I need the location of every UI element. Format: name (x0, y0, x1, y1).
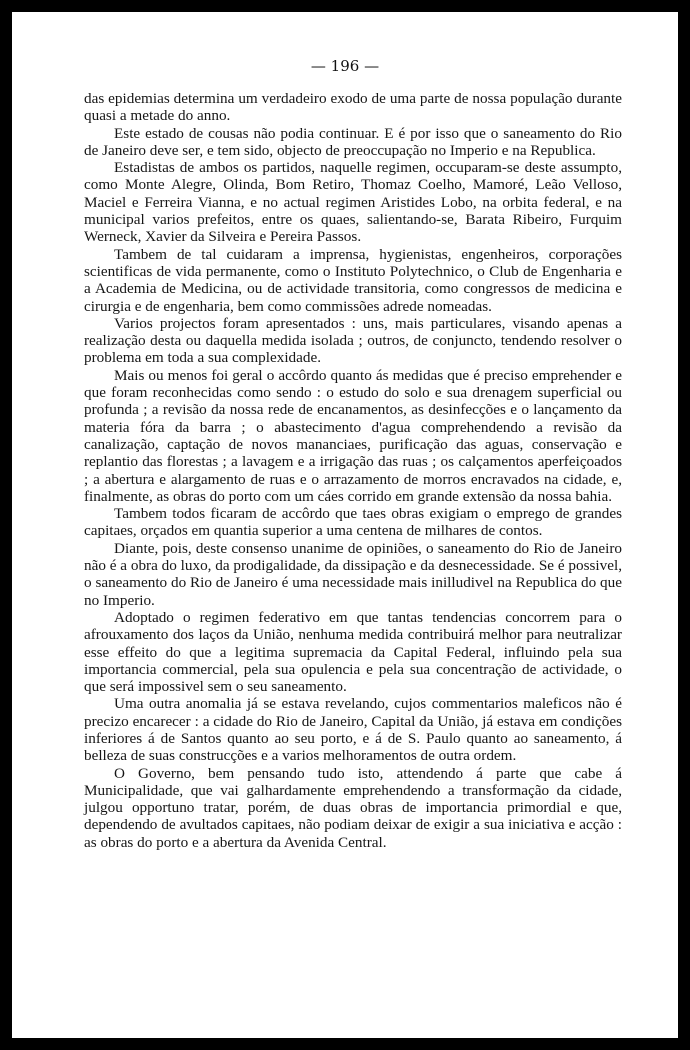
paragraph: Varios projectos foram apresentados : uns, mais particulares, visando apenas a realização desta ou daquella medida isolada ; outros, de conjuncto, tendendo resolver o problema em toda a sua complexidade. (84, 314, 622, 367)
paragraph: Tambem de tal cuidaram a imprensa, hygienistas, engenheiros, corporações scientificas de vida permanente, como o Instituto Polytechnico, o Club de Engenharia e a Academia de Medicina, ou de actividade transitoria, como congressos de medicina e cirurgia e de engenharia, bem como commissões adrede nomeadas. (84, 245, 622, 315)
paragraph: das epidemias determina um verdadeiro exodo de uma parte de nossa população durante quasi a metade do anno. (84, 90, 622, 125)
paragraph: O Governo, bem pensando tudo isto, attendendo á parte que cabe á Municipalidade, que vai galhardamente emprehendendo a transformação da cidade, julgou opportuno tratar, porém, de duas obras de importancia primordial e que, dependendo de avultados capitaes, não podiam deixar de exigir a sua iniciativa e acção : as obras do porto e a abertura da Avenida Central. (84, 764, 622, 851)
body-text (84, 90, 622, 851)
paragraph: Este estado de cousas não podia continuar. E é por isso que o saneamento do Rio de Janeiro deve ser, e tem sido, objecto de preoccupação no Imperio e na Republica. (84, 124, 622, 159)
paragraph: Adoptado o regimen federativo em que tantas tendencias concorrem para o afrouxamento dos laços da União, nenhuma medida contribuirá melhor para neutralizar esse effeito do que a legitima supremacia da Capital Federal, influindo pela sua importancia commercial, pela sua opulencia e pela sua concentração de actividade, o que será impossivel sem o seu saneamento. (84, 608, 622, 696)
document-page (12, 12, 678, 1038)
paragraph: Estadistas de ambos os partidos, naquelle regimen, occuparam-se deste assumpto, como Monte Alegre, Olinda, Bom Retiro, Thomaz Coelho, Mamoré, Leão Velloso, Maciel e Ferreira Vianna, e no actual regimen Aristides Lobo, na orbita federal, e na municipal varios prefeitos, entre os quaes, salientando-se, Barata Ribeiro, Furquim Werneck, Xavier da Silveira e Pereira Passos. (84, 159, 622, 246)
paragraph: Tambem todos ficaram de accôrdo que taes obras exigiam o emprego de grandes capitaes, orçados em quantia superior a uma centena de milhares de contos. (84, 505, 622, 540)
paragraph: Uma outra anomalia já se estava revelando, cujos commentarios maleficos não é precizo encarecer : a cidade do Rio de Janeiro, Capital da União, já estava em condições inferiores á de Santos quanto ao seu porto, e á de S. Paulo quanto ao saneamento, á belleza de suas construcções e a varios melhoramentos de outra ordem. (84, 695, 622, 765)
paragraph: Diante, pois, deste consenso unanime de opiniões, o saneamento do Rio de Janeiro não é a obra do luxo, da prodigalidade, da dissipação e da desnecessidade. Se é possivel, o saneamento do Rio de Janeiro é uma necessidade mais inilludivel na Republica do que no Imperio. (84, 539, 622, 609)
paragraph: Mais ou menos foi geral o accôrdo quanto ás medidas que é preciso emprehender e que foram reconhecidas como sendo : o estudo do solo e sua drenagem superficial ou profunda ; a revisão da nossa rede de encanamentos, as desinfecções e o lançamento da materia fóra da barra ; o abastecimento d'agua comprehendendo a revisão da canalização, captação de novos mananciaes, purificação das aguas, conservação e replantio das florestas ; a lavagem e a irrigação das ruas ; os calçamentos aperfeiçoados ; a abertura e alargamento de ruas e o arrazamento de morros encravados na cidade, e, finalmente, as obras do porto com um cáes corrido em grande extensão da nossa bahia. (84, 366, 622, 505)
page-number: — 196 — (310, 57, 380, 75)
